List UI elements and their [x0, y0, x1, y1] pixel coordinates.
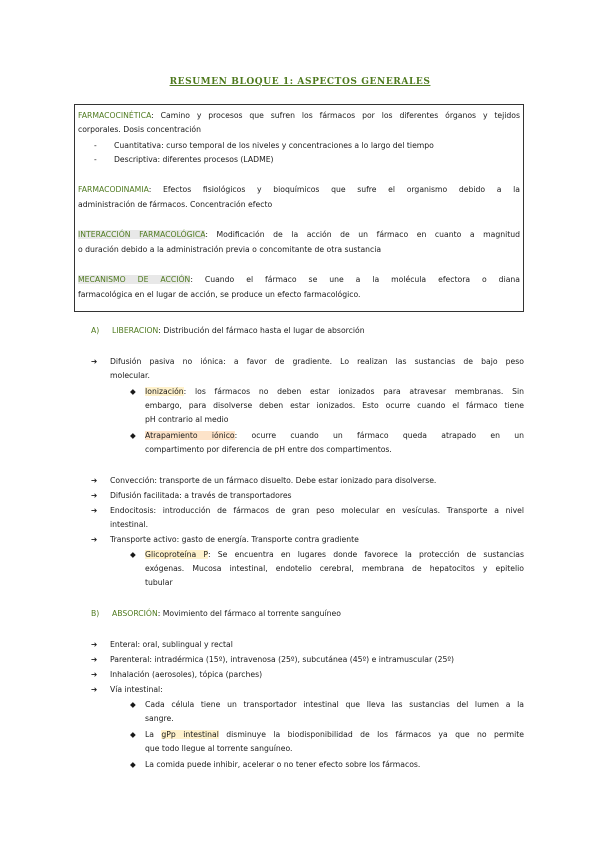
farmacocinetica-item-2: Descriptiva: diferentes procesos (LADME) [114, 155, 274, 164]
arrow-icon: ➔ [91, 655, 98, 664]
arrow-icon: ➔ [91, 506, 98, 515]
gpp-line1: La gPp intestinal disminuye la biodisponibilidad de los fármacos ya que no permite [145, 730, 525, 739]
ionizacion-line2: embargo, para disolverse deben estar ionizados. Esto ocurre cuando el fármaco tiene [145, 401, 524, 410]
absorcion-item: Enteral: oral, sublingual y rectal [110, 640, 233, 649]
difusion-pasiva-line1: Difusión pasiva no iónica: a favor de gradiente. Lo realizan las sustancias de bajo peso [110, 357, 524, 366]
interaccion-line1: INTERACCIÓN FARMACOLÓGICA: Modificación de la acción de un fármaco en cuanto a magnitud [78, 230, 520, 239]
arrow-icon: ➔ [91, 670, 98, 679]
arrow-icon: ➔ [91, 685, 98, 694]
diamond-icon: ◆ [130, 550, 136, 559]
document-title: RESUMEN BLOQUE 1: ASPECTOS GENERALES [169, 77, 431, 87]
farmacodinamia-line2: administración de fármacos. Concentración efecto [78, 200, 273, 209]
section-a-heading: LIBERACION: Distribución del fármaco hasta el lugar de absorción [112, 326, 365, 335]
farmacodinamia-line1: FARMACODINAMIA: Efectos fisiológicos y bioquímicos que sufre el organismo debido a la [78, 185, 520, 194]
endocitosis-line2: intestinal. [110, 520, 149, 529]
arrow-icon: ➔ [91, 640, 98, 649]
arrow-icon: ➔ [91, 491, 98, 500]
farmacocinetica-line1: FARMACOCINÉTICA: Camino y procesos que sufren los fármacos por los diferentes órganos y tejidos [78, 111, 520, 120]
difusion-pasiva-line2: molecular. [110, 371, 150, 380]
comida-item: La comida puede inhibir, acelerar o no tener efecto sobre los fármacos. [145, 760, 421, 769]
transporte-activo-item: Transporte activo: gasto de energía. Transporte contra gradiente [110, 535, 359, 544]
atrapamiento-line2: compartimento por diferencia de pH entre dos compartimentos. [145, 445, 392, 454]
arrow-icon: ➔ [91, 476, 98, 485]
difusion-facilitada-item: Difusión facilitada: a través de transportadores [110, 491, 292, 500]
mecanismo-line2: farmacológica en el lugar de acción, se produce un efecto farmacológico. [78, 290, 361, 299]
arrow-icon: ➔ [91, 357, 98, 366]
absorcion-item: Inhalación (aerosoles), tópica (parches) [110, 670, 263, 679]
section-b-marker: B) [91, 609, 100, 618]
glicoproteina-line3: tubular [145, 578, 173, 587]
farmacocinetica-item-1: Cuantitativa: curso temporal de los niveles y concentraciones a lo largo del tiempo [114, 141, 434, 150]
celula-line1: Cada célula tiene un transportador intestinal que lleva las sustancias del lumen a la [145, 700, 524, 709]
farmacocinetica-line2: corporales. Dosis concentración [78, 125, 201, 134]
diamond-icon: ◆ [130, 760, 136, 769]
dash-marker: - [94, 141, 97, 150]
endocitosis-line1: Endocitosis: introducción de fármacos de gran peso molecular en vesículas. Transporte a nivel [110, 506, 524, 515]
section-b-heading: ABSORCIÓN: Movimiento del fármaco al torrente sanguíneo [112, 609, 341, 618]
dash-marker: - [94, 155, 97, 164]
interaccion-line2: o duración debido a la administración previa o concomitante de otra sustancia [78, 245, 382, 254]
diamond-icon: ◆ [130, 431, 136, 440]
glicoproteina-line2: exógenas. Mucosa intestinal, endotelio cerebral, membrana de hepatocitos y epitelio [145, 564, 524, 573]
diamond-icon: ◆ [130, 700, 136, 709]
glicoproteina-line1: Glicoproteína P: Se encuentra en lugares donde favorece la protección de sustancias [145, 550, 524, 559]
mecanismo-line1: MECANISMO DE ACCIÓN: Cuando el fármaco se une a la molécula efectora o diana [78, 275, 520, 284]
diamond-icon: ◆ [130, 387, 136, 396]
celula-line2: sangre. [145, 714, 174, 723]
conveccion-item: Convección: transporte de un fármaco disuelto. Debe estar ionizado para disolverse. [110, 476, 437, 485]
absorcion-item: Parenteral: intradérmica (15º), intravenosa (25º), subcutánea (45º) e intramuscular (25º) [110, 655, 454, 664]
diamond-icon: ◆ [130, 730, 136, 739]
ionizacion-line3: pH contrario al medio [145, 415, 229, 424]
ionizacion-line1: Ionización: los fármacos no deben estar ionizados para atravesar membranas. Sin [145, 387, 524, 396]
absorcion-item: Vía intestinal: [110, 685, 163, 694]
arrow-icon: ➔ [91, 535, 98, 544]
section-a-marker: A) [91, 326, 100, 335]
atrapamiento-line1: Atrapamiento iónico: ocurre cuando un fármaco queda atrapado en un [145, 431, 525, 440]
gpp-line2: que todo llegue al torrente sanguíneo. [145, 744, 293, 753]
